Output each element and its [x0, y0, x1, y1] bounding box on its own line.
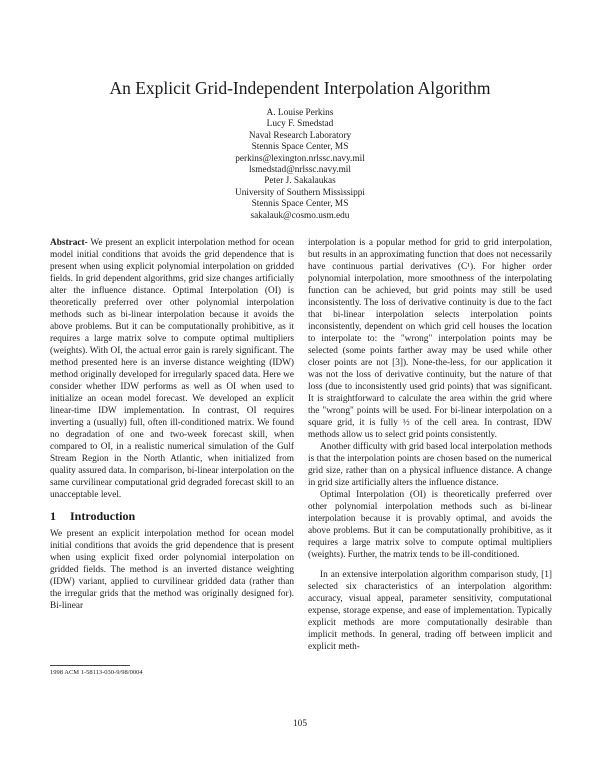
abstract-label: Abstract- [50, 238, 88, 248]
copyright-footnote: 1998 ACM 1-58113-030-9/98/0004 [50, 669, 143, 676]
body-paragraph: interpolation is a popular method for grid to grid interpolation, but results in an approximating function that does not necessarily have continuous partial derivatives (C¹). For higher order polynomial interpolation, more smoothness of the interpolating function can be achieved, but grid points may still be used inconsistently. The loss of derivative continuity is due to the fact that bi-linear interpolation selects interpolation points inconsistently, dependent on which grid cell houses the location to interpolate to: the "wrong" interpolation points may be selected (some points farther away may be used while other closer points are not [3]). None-the-less, for our application it was not the loss of derivative continuity, but the nature of that loss (due to inconsistently used grid points) that was significant. It is straightforward to calculate the area within the grid where the "wrong" points will be used. For bi-linear interpolation on a square grid, it is fully ½ of the cell area. In contrast, IDW methods allow us to select grid points consistently. [308, 238, 552, 440]
author-email: perkins@lexington.nrlssc.navy.mil [235, 153, 365, 164]
page-number: 105 [293, 719, 307, 729]
left-column [50, 237, 294, 612]
author-email: sakalauk@cosmo.usm.edu [250, 210, 350, 221]
abstract [50, 237, 294, 501]
body-paragraph: Optimal Interpolation (OI) is theoretically preferred over other polynomial interpolation methods such as bi-linear interpolation because it is provably optimal, and avoids the above problems. But it can be computationally prohibitive, as it requires a large matrix solve to compute optimal multipliers (weights). Further, the matrix tends to be ill-conditioned. [308, 490, 552, 560]
paper-title: An Explicit Grid-Independent Interpolation Algorithm [109, 78, 491, 98]
author-name: A. Louise Perkins [266, 108, 334, 118]
author-location: Stennis Space Center, MS [251, 199, 349, 210]
author-affiliation: University of Southern Mississippi [235, 187, 365, 198]
body-paragraph: Another difficulty with grid based local interpolation methods is that the interpolation points are chosen based on the numerical grid size, rather than on a physical influence distance. A change in grid size artificially alters the influence distance. [308, 442, 552, 488]
author-affiliation: Naval Research Laboratory [248, 130, 352, 141]
section-heading [50, 510, 294, 522]
footnote-rule [50, 665, 130, 666]
section-number: 1 [50, 509, 56, 523]
author-location: Stennis Space Center, MS [251, 142, 349, 153]
section-title: Introduction [70, 509, 136, 523]
right-column [308, 237, 552, 653]
abstract-text: We present an explicit interpolation method for ocean model initial conditions that avoids the grid dependence that is present when using explicit polynomial interpolation on gridded fields. In grid dependent algorithms, grid size changes artificially alter the influence distance. Optimal Interpolation (OI) is theoretically preferred over other polynomial interpolation methods such as bi-linear interpolation because it avoids the above problems. But it can be computationally prohibitive, as it requires a large matrix solve to compute optimal multipliers (weights). With OI, the actual error gain is rarely significant. The method presented here is an inverse distance weighting (IDW) method originally developed for irregularly spaced data. Here we consider whether IDW performs as well as OI when used to initialize an ocean model forecast. We developed an explicit linear-time IDW implementation. In contrast, OI requires inverting a (usually) full, often ill-conditioned matrix. We found no degradation of one and two-week forecast skill, when compared to OI, in a realistic numerical simulation of the Gulf Stream Region in the North Atlantic, when initialized from quality assured data. In comparison, bi-linear interpolation on the same curvilinear computational grid degraded forecast skill to an unacceptable level. [50, 238, 295, 500]
author-email: lsmedstad@nrlssc.navy.mil [249, 165, 351, 176]
author-name: Peter J. Sakalaukas [264, 176, 336, 187]
author-block [0, 108, 600, 222]
author-name: Lucy F. Smedstad [266, 119, 334, 130]
intro-paragraph: We present an explicit interpolation method for ocean model initial conditions that avoids the grid dependence that is present when using explicit fixed order polynomial interpolation on gridded fields. The method is an inverted distance weighting (IDW) variant, applied to curvilinear gridded data (rather than the irregular grids that the method was originally designed for). Bi-linear [50, 529, 294, 611]
body-paragraph: In an extensive interpolation algorithm comparison study, [1] selected six characteristics of an interpolation algorithm: accuracy, visual appeal, parameter sensitivity, computational expense, storage expense, and ease of implementation. Typically explicit methods are more computationally desirable than implicit methods. In general, trading off between implicit and explicit meth- [308, 570, 552, 652]
